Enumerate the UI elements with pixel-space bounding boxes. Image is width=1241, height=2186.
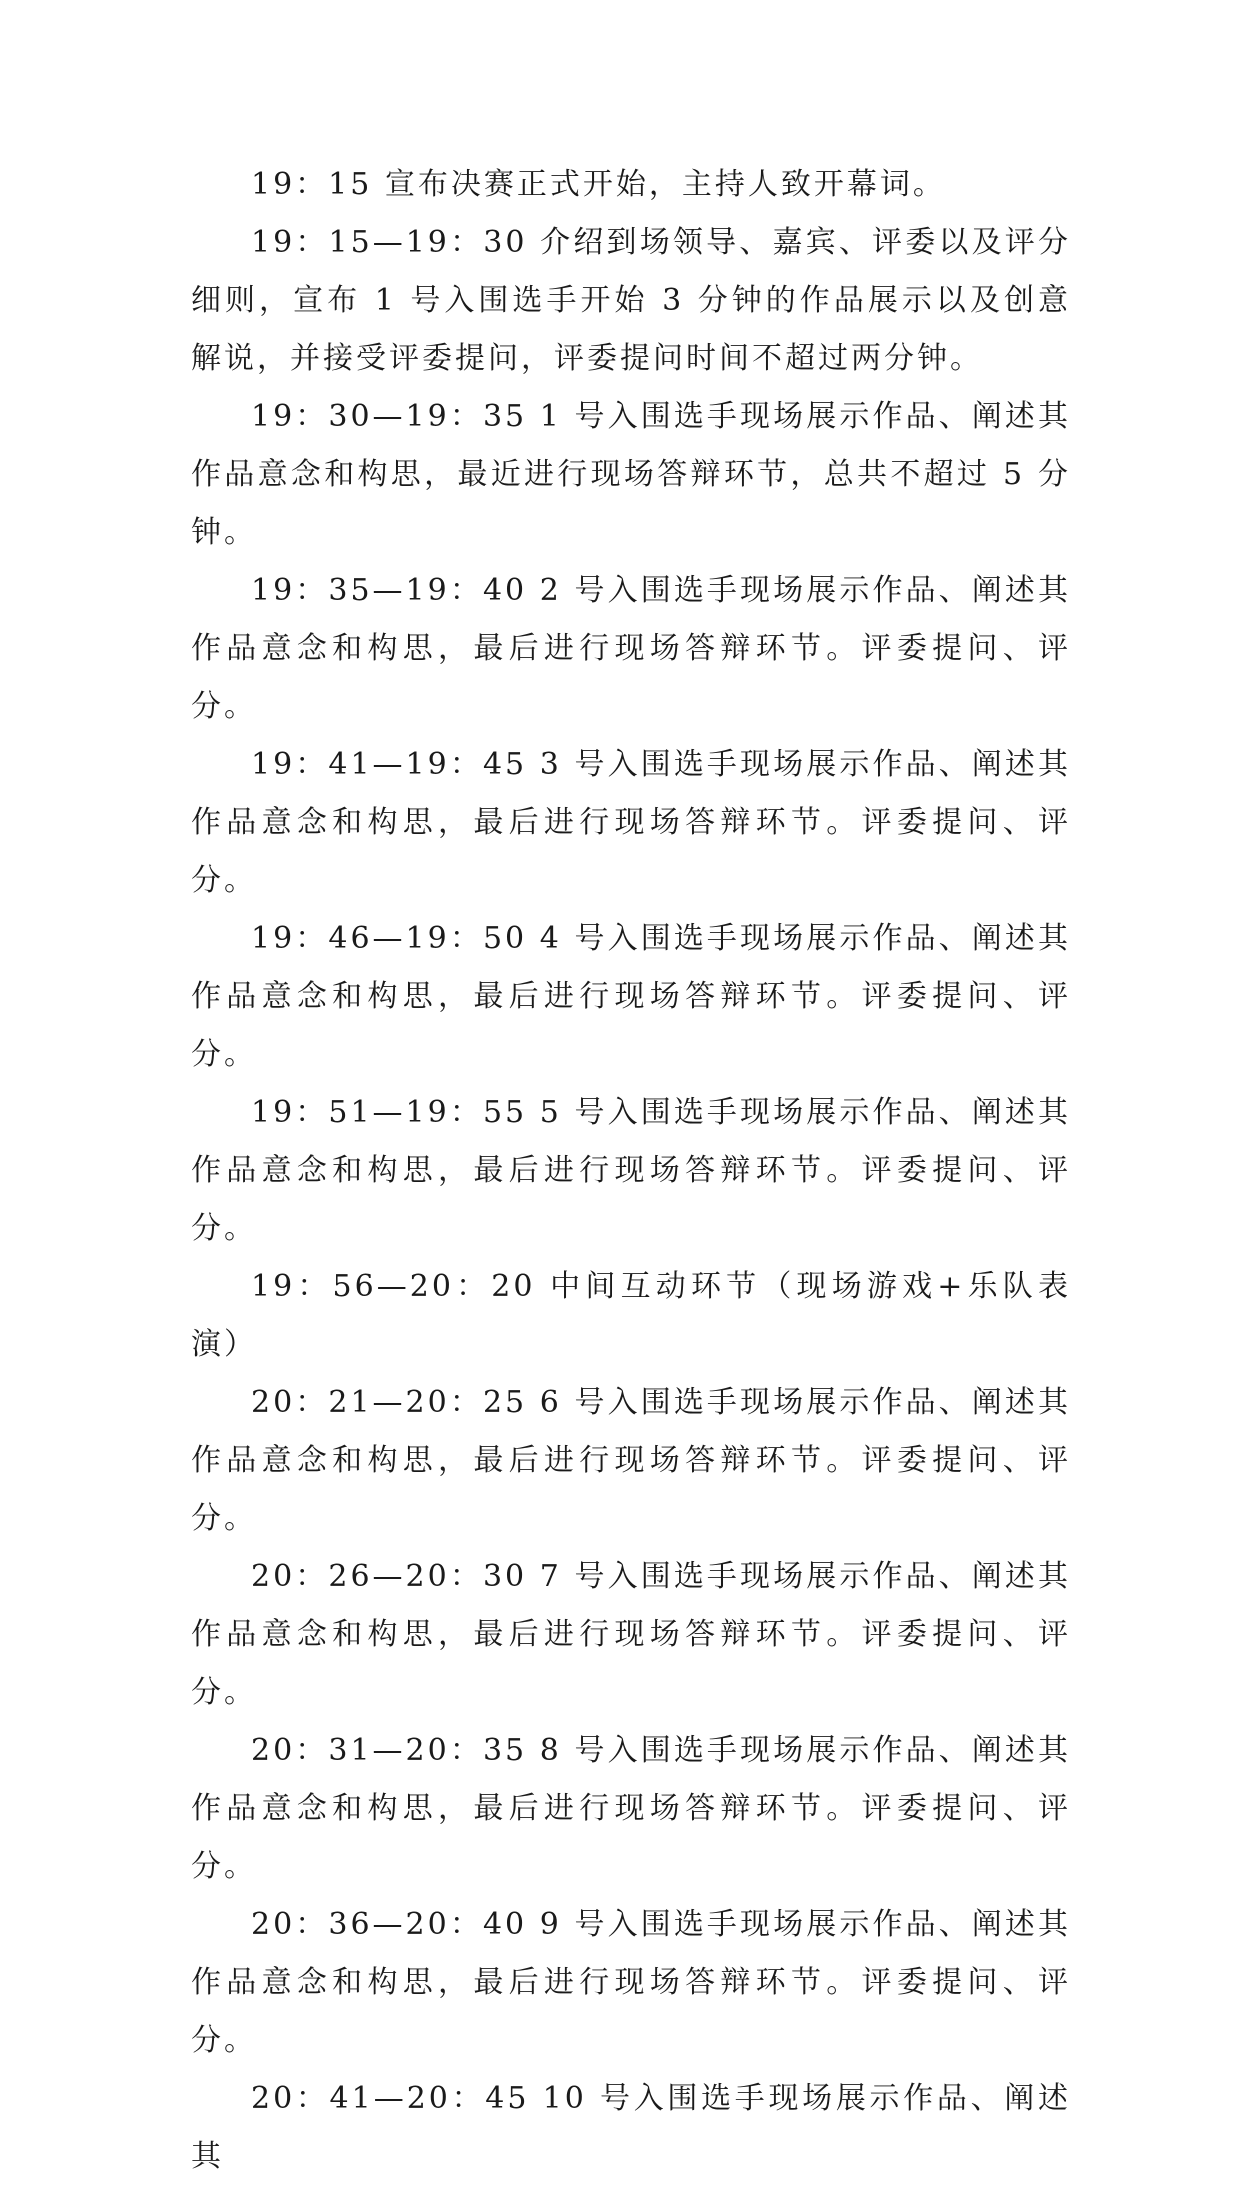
paragraph-interlude: 19：56—20：20 中间互动环节（现场游戏+乐队表演） (191, 1269, 1071, 1362)
paragraph-contestant-5: 19：51—19：55 5 号入围选手现场展示作品、阐述其作品意念和构思，最后进行现场答辩环节。评委提问、评分。 (191, 1095, 1071, 1246)
paragraph-contestant-7: 20：26—20：30 7 号入围选手现场展示作品、阐述其作品意念和构思，最后进行现场答辩环节。评委提问、评分。 (191, 1559, 1071, 1710)
paragraph-contestant-9: 20：36—20：40 9 号入围选手现场展示作品、阐述其作品意念和构思，最后进行现场答辩环节。评委提问、评分。 (191, 1907, 1071, 2058)
paragraph-contestant-1: 19：30—19：35 1 号入围选手现场展示作品、阐述其作品意念和构思，最近进行现场答辩环节，总共不超过 5 分钟。 (191, 399, 1071, 550)
document-body (191, 156, 1071, 2186)
paragraph-contestant-2: 19：35—19：40 2 号入围选手现场展示作品、阐述其作品意念和构思，最后进行现场答辩环节。评委提问、评分。 (191, 573, 1071, 724)
paragraph-opening: 19：15 宣布决赛正式开始，主持人致开幕词。 (251, 167, 946, 202)
paragraph-contestant-3: 19：41—19：45 3 号入围选手现场展示作品、阐述其作品意念和构思，最后进行现场答辩环节。评委提问、评分。 (191, 747, 1071, 898)
paragraph-contestant-4: 19：46—19：50 4 号入围选手现场展示作品、阐述其作品意念和构思，最后进行现场答辩环节。评委提问、评分。 (191, 921, 1071, 1072)
paragraph-introduction: 19：15—19：30 介绍到场领导、嘉宾、评委以及评分细则，宣布 1 号入围选手开始 3 分钟的作品展示以及创意解说，并接受评委提问，评委提问时间不超过两分钟。 (191, 225, 1071, 376)
paragraph-contestant-10: 20：41—20：45 10 号入围选手现场展示作品、阐述其 (191, 2081, 1071, 2174)
paragraph-contestant-6: 20：21—20：25 6 号入围选手现场展示作品、阐述其作品意念和构思，最后进行现场答辩环节。评委提问、评分。 (191, 1385, 1071, 1536)
paragraph-contestant-8: 20：31—20：35 8 号入围选手现场展示作品、阐述其作品意念和构思，最后进行现场答辩环节。评委提问、评分。 (191, 1733, 1071, 1884)
